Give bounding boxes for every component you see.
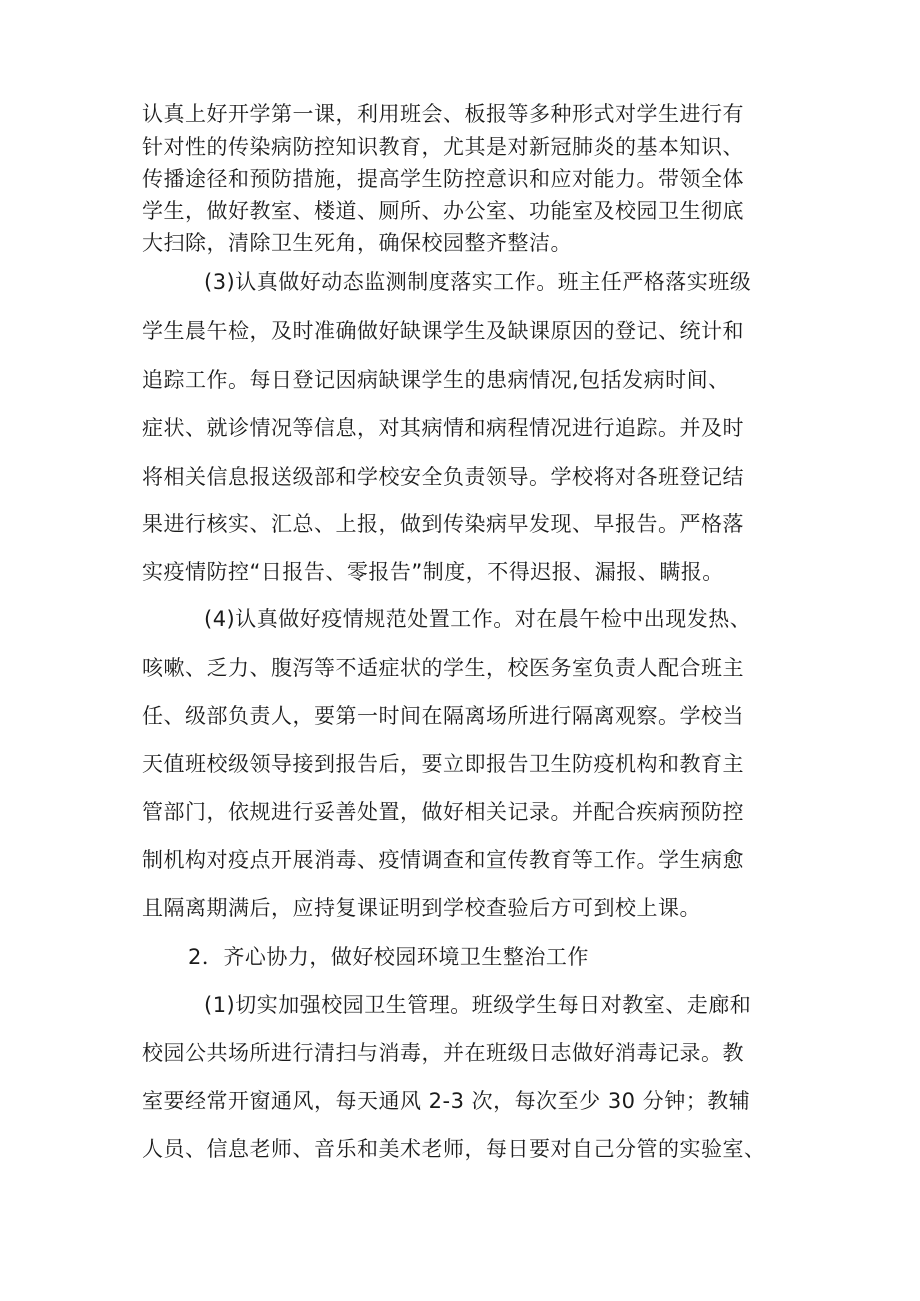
paragraph-2-line-5: 将相关信息报送级部和学校安全负责领导。学校将对各班登记结 (142, 465, 744, 489)
paragraph-4-line-4: 人员、信息老师、音乐和美术老师，每日要对自己分管的实验室、 (142, 1137, 766, 1161)
paragraph-2-line-4: 症状、就诊情况等信息，对其病情和病程情况进行追踪。并及时 (142, 416, 744, 440)
paragraph-1-line-4: 学生，做好教室、楼道、厕所、办公室、功能室及校园卫生彻底 (142, 199, 744, 223)
paragraph-2-line-6: 果进行核实、汇总、上报，做到传染病早发现、早报告。严格落 (142, 512, 744, 536)
paragraph-1-line-1: 认真上好开学第一课，利用班会、板报等多种形式对学生进行有 (142, 102, 744, 126)
paragraph-1-line-5: 大扫除，清除卫生死角，确保校园整齐整洁。 (142, 231, 572, 255)
paragraph-2-line-2: 学生晨午检，及时准确做好缺课学生及缺课原因的登记、统计和 (142, 319, 744, 343)
paragraph-4-line-3: 室要经常开窗通风，每天通风 2-3 次，每次至少 30 分钟；教辅 (142, 1089, 751, 1113)
paragraph-3-line-2: 咳嗽、乏力、腹泻等不适症状的学生，校医务室负责人配合班主 (142, 656, 744, 680)
paragraph-3-line-5: 管部门，依规进行妥善处置，做好相关记录。并配合疾病预防控 (142, 800, 744, 824)
paragraph-2-line-1: (3)认真做好动态监测制度落实工作。班主任严格落实班级 (204, 270, 752, 294)
paragraph-3-line-1: (4)认真做好疫情规范处置工作。对在晨午检中出现发热、 (204, 607, 752, 631)
paragraph-1-line-3: 传播途径和预防措施，提高学生防控意识和应对能力。带领全体 (142, 167, 744, 191)
paragraph-3-line-4: 天值班校级领导接到报告后，要立即报告卫生防疫机构和教育主 (142, 752, 744, 776)
paragraph-4-line-1: (1)切实加强校园卫生管理。班级学生每日对教室、走廊和 (204, 993, 752, 1017)
paragraph-3-line-3: 任、级部负责人，要第一时间在隔离场所进行隔离观察。学校当 (142, 704, 744, 728)
section-heading: 2．齐心协力，做好校园环境卫生整治工作 (188, 945, 589, 969)
paragraph-3-line-7: 且隔离期满后，应持复课证明到学校查验后方可到校上课。 (142, 896, 701, 920)
paragraph-2-line-3: 追踪工作。每日登记因病缺课学生的患病情况,包括发病时间、 (142, 368, 730, 392)
paragraph-1-line-2: 针对性的传染病防控知识教育，尤其是对新冠肺炎的基本知识、 (142, 135, 744, 159)
paragraph-3-line-6: 制机构对疫点开展消毒、疫情调查和宣传教育等工作。学生病愈 (142, 848, 744, 872)
paragraph-2-line-7: 实疫情防控“日报告、零报告”制度，不得迟报、漏报、瞒报。 (142, 560, 724, 584)
paragraph-4-line-2: 校园公共场所进行清扫与消毒，并在班级日志做好消毒记录。教 (142, 1041, 744, 1065)
